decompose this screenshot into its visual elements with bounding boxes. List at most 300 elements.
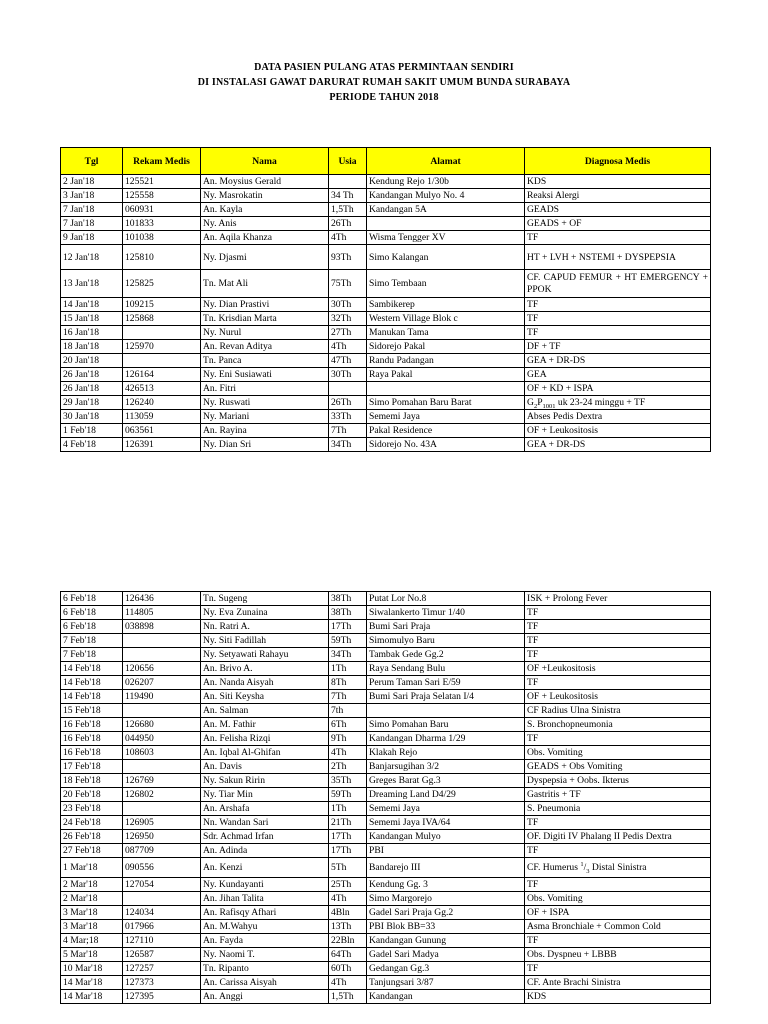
- cell-tgl: 13 Jan'18: [61, 270, 123, 298]
- cell-diagnosa: TF: [525, 298, 711, 312]
- cell-usia: 33Th: [329, 410, 367, 424]
- cell-nama: An. Kayla: [201, 203, 329, 217]
- cell-diagnosa: GEA + DR-DS: [525, 438, 711, 452]
- cell-tgl: 16 Feb'18: [61, 718, 123, 732]
- cell-tgl: 14 Mar'18: [61, 990, 123, 1004]
- cell-tgl: 14 Mar'18: [61, 976, 123, 990]
- cell-diagnosa: CF. Ante Brachi Sinistra: [525, 976, 711, 990]
- cell-usia: [329, 175, 367, 189]
- cell-rekam-medis: 087709: [123, 844, 201, 858]
- cell-diagnosa: CF. CAPUD FEMUR + HT EMERGENCY + PPOK: [525, 270, 711, 298]
- cell-diagnosa: TF: [525, 606, 711, 620]
- cell-alamat: Perum Taman Sari E/59: [367, 676, 525, 690]
- table-row: [61, 368, 711, 382]
- cell-usia: 75Th: [329, 270, 367, 298]
- cell-alamat: Putat Lor No.8: [367, 592, 525, 606]
- cell-nama: Tn. Mat Ali: [201, 270, 329, 298]
- cell-alamat: [367, 382, 525, 396]
- cell-nama: An. Felisha Rizqi: [201, 732, 329, 746]
- cell-diagnosa: TF: [525, 676, 711, 690]
- cell-rekam-medis: 126436: [123, 592, 201, 606]
- cell-nama: Ny. Setyawati Rahayu: [201, 648, 329, 662]
- cell-diagnosa: TF: [525, 732, 711, 746]
- header-alamat: Alamat: [367, 148, 525, 175]
- cell-tgl: 26 Jan'18: [61, 382, 123, 396]
- report-title: [0, 60, 768, 105]
- table-row: [61, 592, 711, 606]
- cell-diagnosa: GEADS: [525, 203, 711, 217]
- cell-nama: An. Fitri: [201, 382, 329, 396]
- cell-diagnosa: S. Bronchopneumonia: [525, 718, 711, 732]
- cell-diagnosa: OF. Digiti IV Phalang II Pedis Dextra: [525, 830, 711, 844]
- cell-usia: [329, 382, 367, 396]
- cell-rekam-medis: [123, 802, 201, 816]
- patient-table-2: [60, 591, 711, 1004]
- cell-diagnosa: TF: [525, 312, 711, 326]
- cell-usia: 25Th: [329, 878, 367, 892]
- cell-tgl: 23 Feb'18: [61, 802, 123, 816]
- cell-tgl: 18 Jan'18: [61, 340, 123, 354]
- cell-rekam-medis: 126905: [123, 816, 201, 830]
- cell-alamat: Simomulyo Baru: [367, 634, 525, 648]
- cell-nama: Ny. Ruswati: [201, 396, 329, 410]
- cell-tgl: 10 Mar'18: [61, 962, 123, 976]
- cell-rekam-medis: 038898: [123, 620, 201, 634]
- cell-nama: Ny. Siti Fadillah: [201, 634, 329, 648]
- cell-tgl: 30 Jan'18: [61, 410, 123, 424]
- cell-usia: 64Th: [329, 948, 367, 962]
- cell-alamat: Randu Padangan: [367, 354, 525, 368]
- cell-alamat: Sememi Jaya: [367, 410, 525, 424]
- cell-rekam-medis: 125868: [123, 312, 201, 326]
- cell-tgl: 2 Jan'18: [61, 175, 123, 189]
- cell-tgl: 14 Feb'18: [61, 676, 123, 690]
- cell-alamat: Sememi Jaya: [367, 802, 525, 816]
- cell-alamat: PBI: [367, 844, 525, 858]
- cell-diagnosa: TF: [525, 634, 711, 648]
- cell-diagnosa: KDS: [525, 990, 711, 1004]
- cell-nama: An. Davis: [201, 760, 329, 774]
- cell-usia: 93Th: [329, 245, 367, 270]
- cell-tgl: 17 Feb'18: [61, 760, 123, 774]
- cell-diagnosa: S. Pneumonia: [525, 802, 711, 816]
- cell-alamat: Raya Pakal: [367, 368, 525, 382]
- cell-usia: 17Th: [329, 844, 367, 858]
- table-row: [61, 175, 711, 189]
- header-rekam-medis: Rekam Medis: [123, 148, 201, 175]
- cell-rekam-medis: 101038: [123, 231, 201, 245]
- cell-rekam-medis: 125825: [123, 270, 201, 298]
- table-row: [61, 298, 711, 312]
- cell-nama: Sdr. Achmad Irfan: [201, 830, 329, 844]
- cell-alamat: [367, 217, 525, 231]
- title-line-1: DATA PASIEN PULANG ATAS PERMINTAAN SENDIRI: [254, 62, 514, 73]
- cell-nama: Tn. Krisdian Marta: [201, 312, 329, 326]
- title-line-2: DI INSTALASI GAWAT DARURAT RUMAH SAKIT UMUM BUNDA SURABAYA: [197, 77, 571, 88]
- cell-alamat: Tanjungsari 3/87: [367, 976, 525, 990]
- cell-usia: 13Th: [329, 920, 367, 934]
- cell-nama: An. Kenzi: [201, 858, 329, 878]
- cell-tgl: 1 Feb'18: [61, 424, 123, 438]
- patient-table-1: [60, 147, 711, 452]
- table-row: [61, 340, 711, 354]
- cell-usia: 4Th: [329, 340, 367, 354]
- cell-nama: Nn. Wandan Sari: [201, 816, 329, 830]
- cell-rekam-medis: [123, 892, 201, 906]
- cell-alamat: Banjarsugihan 3/2: [367, 760, 525, 774]
- cell-alamat: Manukan Tama: [367, 326, 525, 340]
- cell-rekam-medis: 114805: [123, 606, 201, 620]
- cell-diagnosa: DF + TF: [525, 340, 711, 354]
- cell-nama: Ny. Naomi T.: [201, 948, 329, 962]
- cell-alamat: Kandangan Mulyo No. 4: [367, 189, 525, 203]
- cell-rekam-medis: 127054: [123, 878, 201, 892]
- cell-rekam-medis: 125970: [123, 340, 201, 354]
- cell-diagnosa: GEA: [525, 368, 711, 382]
- cell-alamat: Gadel Sari Madya: [367, 948, 525, 962]
- cell-tgl: 6 Feb'18: [61, 592, 123, 606]
- cell-tgl: 14 Feb'18: [61, 690, 123, 704]
- cell-usia: 4Bln: [329, 906, 367, 920]
- table-row: [61, 920, 711, 934]
- cell-rekam-medis: 125810: [123, 245, 201, 270]
- cell-diagnosa: OF + KD + ISPA: [525, 382, 711, 396]
- cell-nama: Ny. Kundayanti: [201, 878, 329, 892]
- cell-diagnosa: Abses Pedis Dextra: [525, 410, 711, 424]
- cell-alamat: Simo Kalangan: [367, 245, 525, 270]
- cell-rekam-medis: [123, 326, 201, 340]
- cell-diagnosa: ISK + Prolong Fever: [525, 592, 711, 606]
- cell-tgl: 4 Mar;18: [61, 934, 123, 948]
- cell-alamat: Sidorejo Pakal: [367, 340, 525, 354]
- cell-diagnosa: TF: [525, 844, 711, 858]
- cell-rekam-medis: 126164: [123, 368, 201, 382]
- table-row: [61, 906, 711, 920]
- cell-diagnosa: CF. Humerus $^1/_3$ Distal Sinistra: [525, 858, 711, 878]
- cell-diagnosa: TF: [525, 231, 711, 245]
- table-row: [61, 410, 711, 424]
- cell-rekam-medis: [123, 704, 201, 718]
- cell-nama: An. Nanda Aisyah: [201, 676, 329, 690]
- cell-nama: An. Adinda: [201, 844, 329, 858]
- cell-usia: 38Th: [329, 606, 367, 620]
- cell-usia: 1Th: [329, 802, 367, 816]
- table-row: [61, 203, 711, 217]
- cell-tgl: 29 Jan'18: [61, 396, 123, 410]
- cell-alamat: Kandangan Gunung: [367, 934, 525, 948]
- cell-usia: 38Th: [329, 592, 367, 606]
- cell-alamat: Sambikerep: [367, 298, 525, 312]
- table-row: [61, 732, 711, 746]
- cell-tgl: 14 Feb'18: [61, 662, 123, 676]
- table-row: [61, 718, 711, 732]
- cell-alamat: Pakal Residence: [367, 424, 525, 438]
- cell-alamat: PBI Blok BB=33: [367, 920, 525, 934]
- cell-usia: 30Th: [329, 368, 367, 382]
- cell-nama: An. Anggi: [201, 990, 329, 1004]
- cell-tgl: 15 Feb'18: [61, 704, 123, 718]
- cell-alamat: Simo Tembaan: [367, 270, 525, 298]
- cell-alamat: Tambak Gede Gg.2: [367, 648, 525, 662]
- cell-nama: Ny. Anis: [201, 217, 329, 231]
- cell-usia: 59Th: [329, 634, 367, 648]
- cell-diagnosa: OF +Leukositosis: [525, 662, 711, 676]
- table-row: [61, 354, 711, 368]
- cell-rekam-medis: 126391: [123, 438, 201, 452]
- cell-diagnosa: CF Radius Ulna Sinistra: [525, 704, 711, 718]
- table-row: [61, 189, 711, 203]
- cell-tgl: 5 Mar'18: [61, 948, 123, 962]
- cell-usia: 1,5Th: [329, 990, 367, 1004]
- cell-rekam-medis: 426513: [123, 382, 201, 396]
- cell-tgl: 27 Feb'18: [61, 844, 123, 858]
- table-row: [61, 326, 711, 340]
- cell-tgl: 18 Feb'18: [61, 774, 123, 788]
- cell-usia: 7th: [329, 704, 367, 718]
- cell-rekam-medis: 126802: [123, 788, 201, 802]
- cell-rekam-medis: [123, 634, 201, 648]
- cell-diagnosa: Gastritis + TF: [525, 788, 711, 802]
- cell-usia: 2Th: [329, 760, 367, 774]
- cell-diagnosa: Dyspepsia + Oobs. Ikterus: [525, 774, 711, 788]
- cell-usia: 21Th: [329, 816, 367, 830]
- table-row: [61, 424, 711, 438]
- table-row: [61, 690, 711, 704]
- header-nama: Nama: [201, 148, 329, 175]
- cell-usia: 27Th: [329, 326, 367, 340]
- cell-nama: Tn. Ripanto: [201, 962, 329, 976]
- para-subscript: 1001: [542, 402, 556, 410]
- cell-nama: Ny. Eva Zunaina: [201, 606, 329, 620]
- cell-usia: 26Th: [329, 396, 367, 410]
- cell-rekam-medis: 063561: [123, 424, 201, 438]
- cell-rekam-medis: 017966: [123, 920, 201, 934]
- cell-alamat: Sememi Jaya IVA/64: [367, 816, 525, 830]
- gravida-subscript: 2: [533, 402, 538, 410]
- cell-nama: Ny. Mariani: [201, 410, 329, 424]
- cell-tgl: 3 Mar'18: [61, 906, 123, 920]
- cell-diagnosa: TF: [525, 878, 711, 892]
- cell-tgl: 3 Jan'18: [61, 189, 123, 203]
- table-row: [61, 802, 711, 816]
- table-row: [61, 892, 711, 906]
- cell-diagnosa: GEA + DR-DS: [525, 354, 711, 368]
- cell-nama: An. Rafisqy Afhari: [201, 906, 329, 920]
- cell-nama: Ny. Masrokatin: [201, 189, 329, 203]
- table-row: [61, 844, 711, 858]
- cell-tgl: 7 Feb'18: [61, 648, 123, 662]
- cell-usia: 59Th: [329, 788, 367, 802]
- cell-rekam-medis: 125521: [123, 175, 201, 189]
- table-row: [61, 774, 711, 788]
- table-row: [61, 976, 711, 990]
- cell-alamat: Siwalankerto Timur 1/40: [367, 606, 525, 620]
- cell-nama: Ny. Djasmi: [201, 245, 329, 270]
- cell-diagnosa: TF: [525, 934, 711, 948]
- cell-alamat: [367, 704, 525, 718]
- title-line-3: PERIODE TAHUN 2018: [329, 92, 439, 103]
- cell-rekam-medis: 108603: [123, 746, 201, 760]
- cell-usia: 26Th: [329, 217, 367, 231]
- cell-tgl: 2 Mar'18: [61, 892, 123, 906]
- cell-usia: 5Th: [329, 858, 367, 878]
- cell-nama: An. Jihan Talita: [201, 892, 329, 906]
- table-row: [61, 962, 711, 976]
- table-row: [61, 676, 711, 690]
- cell-alamat: Greges Barat Gg.3: [367, 774, 525, 788]
- cell-nama: An. Rayina: [201, 424, 329, 438]
- cell-tgl: 1 Mar'18: [61, 858, 123, 878]
- cell-diagnosa: TF: [525, 648, 711, 662]
- cell-nama: An. Salman: [201, 704, 329, 718]
- cell-alamat: Simo Margorejo: [367, 892, 525, 906]
- table-row: [61, 746, 711, 760]
- fraction-denominator: 3: [586, 867, 590, 875]
- cell-rekam-medis: 125558: [123, 189, 201, 203]
- table-row: [61, 990, 711, 1004]
- cell-rekam-medis: [123, 648, 201, 662]
- table-row: [61, 948, 711, 962]
- cell-nama: An. Iqbal Al-Ghifan: [201, 746, 329, 760]
- cell-tgl: 24 Feb'18: [61, 816, 123, 830]
- cell-nama: An. Siti Keysha: [201, 690, 329, 704]
- fraction-numerator: 1: [580, 860, 584, 868]
- cell-nama: An. Aqila Khanza: [201, 231, 329, 245]
- cell-usia: 6Th: [329, 718, 367, 732]
- cell-rekam-medis: 101833: [123, 217, 201, 231]
- cell-tgl: 7 Feb'18: [61, 634, 123, 648]
- table-row: [61, 217, 711, 231]
- cell-usia: 9Th: [329, 732, 367, 746]
- cell-nama: Ny. Nurul: [201, 326, 329, 340]
- cell-nama: An. Arshafa: [201, 802, 329, 816]
- cell-nama: Ny. Sakun Ririn: [201, 774, 329, 788]
- cell-rekam-medis: 126680: [123, 718, 201, 732]
- cell-usia: 7Th: [329, 424, 367, 438]
- cell-diagnosa: OF + Leukositosis: [525, 690, 711, 704]
- cell-alamat: Kendung Gg. 3: [367, 878, 525, 892]
- cell-usia: 7Th: [329, 690, 367, 704]
- cell-usia: 30Th: [329, 298, 367, 312]
- table-row: [61, 648, 711, 662]
- table-row: [61, 934, 711, 948]
- table-1-body: [61, 175, 711, 452]
- cell-usia: 35Th: [329, 774, 367, 788]
- cell-rekam-medis: 109215: [123, 298, 201, 312]
- cell-usia: 17Th: [329, 620, 367, 634]
- header-diagnosa-medis: Diagnosa Medis: [525, 148, 711, 175]
- cell-tgl: 20 Jan'18: [61, 354, 123, 368]
- cell-alamat: Gadel Sari Praja Gg.2: [367, 906, 525, 920]
- cell-tgl: 4 Feb'18: [61, 438, 123, 452]
- cell-rekam-medis: [123, 760, 201, 774]
- cell-rekam-medis: 127110: [123, 934, 201, 948]
- cell-nama: An. Brivo A.: [201, 662, 329, 676]
- cell-tgl: 16 Jan'18: [61, 326, 123, 340]
- cell-nama: Ny. Dian Sri: [201, 438, 329, 452]
- table-row: [61, 634, 711, 648]
- cell-rekam-medis: 127257: [123, 962, 201, 976]
- cell-nama: Tn. Sugeng: [201, 592, 329, 606]
- cell-alamat: Simo Pomahan Baru Barat: [367, 396, 525, 410]
- cell-usia: 4Th: [329, 231, 367, 245]
- cell-tgl: 3 Mar'18: [61, 920, 123, 934]
- cell-diagnosa: TF: [525, 816, 711, 830]
- cell-alamat: Bumi Sari Praja: [367, 620, 525, 634]
- cell-alamat: Simo Pomahan Baru: [367, 718, 525, 732]
- cell-diagnosa: OF + Leukositosis: [525, 424, 711, 438]
- cell-alamat: Bumi Sari Praja Selatan I/4: [367, 690, 525, 704]
- cell-nama: Ny. Tiar Min: [201, 788, 329, 802]
- cell-rekam-medis: 113059: [123, 410, 201, 424]
- cell-alamat: Wisma Tengger XV: [367, 231, 525, 245]
- table-header-row: [61, 148, 711, 175]
- cell-usia: 4Th: [329, 892, 367, 906]
- cell-diagnosa: $G_2P_{1001}$ uk 23-24 minggu + TF: [525, 396, 711, 410]
- cell-usia: 22Bln: [329, 934, 367, 948]
- cell-rekam-medis: [123, 354, 201, 368]
- cell-tgl: 20 Feb'18: [61, 788, 123, 802]
- cell-nama: Nn. Ratri A.: [201, 620, 329, 634]
- cell-tgl: 14 Jan'18: [61, 298, 123, 312]
- cell-nama: An. M. Fathir: [201, 718, 329, 732]
- cell-tgl: 16 Feb'18: [61, 746, 123, 760]
- cell-usia: 47Th: [329, 354, 367, 368]
- table-row: [61, 878, 711, 892]
- table-row: [61, 620, 711, 634]
- cell-alamat: Kendung Rejo 1/30b: [367, 175, 525, 189]
- table-row: [61, 382, 711, 396]
- cell-diagnosa: KDS: [525, 175, 711, 189]
- cell-usia: 34Th: [329, 648, 367, 662]
- cell-nama: An. Revan Aditya: [201, 340, 329, 354]
- cell-rekam-medis: 127373: [123, 976, 201, 990]
- cell-rekam-medis: 060931: [123, 203, 201, 217]
- table-row: [61, 245, 711, 270]
- cell-nama: An. M.Wahyu: [201, 920, 329, 934]
- cell-diagnosa: HT + LVH + NSTEMI + DYSPEPSIA: [525, 245, 711, 270]
- cell-diagnosa: TF: [525, 620, 711, 634]
- table-row: [61, 270, 711, 298]
- cell-nama: An. Moysius Gerald: [201, 175, 329, 189]
- header-tgl: Tgl: [61, 148, 123, 175]
- cell-usia: 32Th: [329, 312, 367, 326]
- cell-diagnosa: Obs. Vomiting: [525, 746, 711, 760]
- table-row: [61, 231, 711, 245]
- cell-usia: 17Th: [329, 830, 367, 844]
- cell-diagnosa: Obs. Vomiting: [525, 892, 711, 906]
- cell-alamat: Bandarejo III: [367, 858, 525, 878]
- cell-diagnosa: GEADS + Obs Vomiting: [525, 760, 711, 774]
- cell-alamat: Klakah Rejo: [367, 746, 525, 760]
- cell-diagnosa: TF: [525, 326, 711, 340]
- table-row: [61, 438, 711, 452]
- cell-tgl: 2 Mar'18: [61, 878, 123, 892]
- cell-rekam-medis: 126587: [123, 948, 201, 962]
- cell-rekam-medis: 090556: [123, 858, 201, 878]
- cell-usia: 1,5Th: [329, 203, 367, 217]
- cell-rekam-medis: 026207: [123, 676, 201, 690]
- cell-usia: 8Th: [329, 676, 367, 690]
- cell-diagnosa: TF: [525, 962, 711, 976]
- table-row: [61, 788, 711, 802]
- cell-rekam-medis: 124034: [123, 906, 201, 920]
- cell-nama: An. Carissa Aisyah: [201, 976, 329, 990]
- cell-alamat: Kandangan 5A: [367, 203, 525, 217]
- cell-alamat: Sidorejo No. 43A: [367, 438, 525, 452]
- cell-diagnosa: GEADS + OF: [525, 217, 711, 231]
- header-usia: Usia: [329, 148, 367, 175]
